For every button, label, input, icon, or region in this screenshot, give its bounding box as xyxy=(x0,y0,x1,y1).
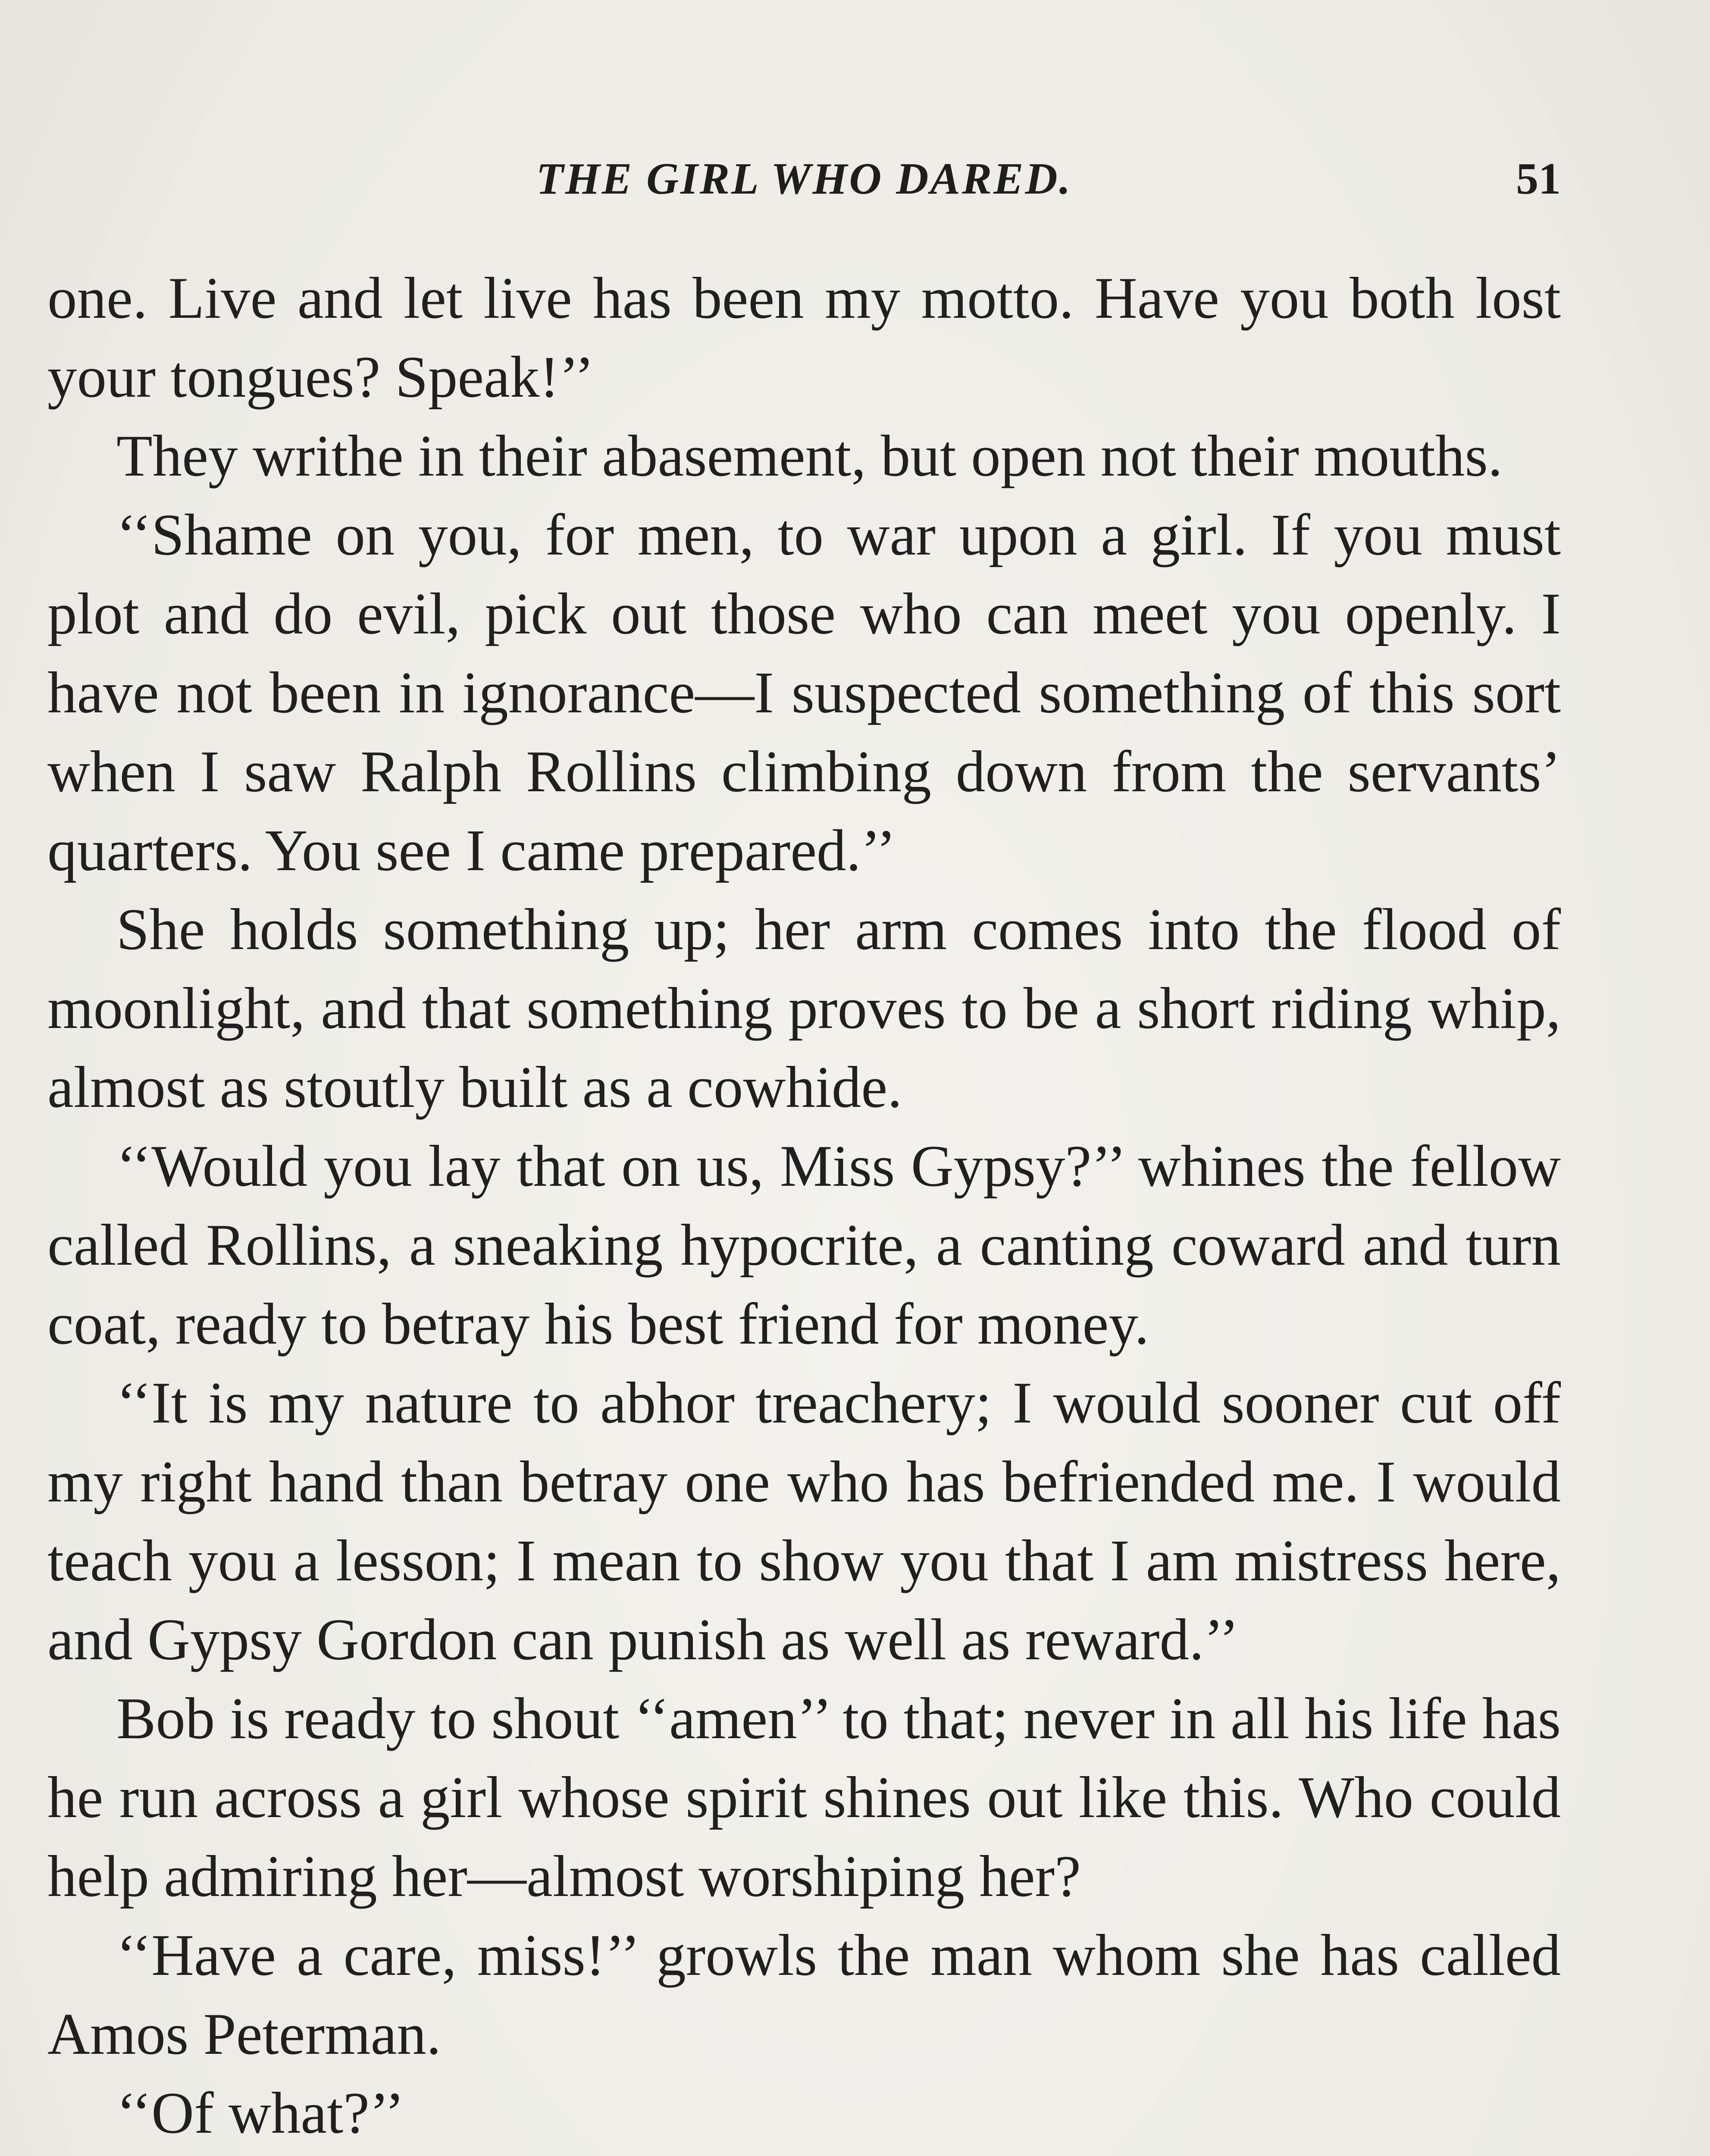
running-title: THE GIRL WHO DARED. xyxy=(536,154,1072,204)
page-header xyxy=(47,147,1561,211)
paragraph: Bob is ready to shout ‘‘amen’’ to that; never in all his life has he run across a girl whose spirit shines out like this. Who could help admiring her—almost worshiping her? xyxy=(47,1686,1561,1909)
body-text xyxy=(47,259,1561,2156)
paragraph: one. Live and let live has been my motto. Have you both lost your tongues? Speak!’’ xyxy=(47,265,1561,410)
paragraph: ‘‘Would you lay that on us, Miss Gypsy?’’ whines the fellow called Rollins, a sneaking hypocrite, a canting coward and turn coat, ready to betray his best friend for money. xyxy=(47,1133,1561,1357)
paragraph: ‘‘It is my nature to abhor treachery; I would sooner cut off my right hand than betray one who has befriended me. I would teach you a lesson; I mean to show you that I am mistress here, and Gypsy Gordon can punish as well as reward.’’ xyxy=(47,1370,1561,1672)
paragraph: She holds something up; her arm comes into the flood of moonlight, and that something proves to be a short riding whip, almost as stoutly built as a cowhide. xyxy=(47,896,1561,1120)
paragraph: ‘‘Of what?’’ xyxy=(116,2080,405,2146)
paragraph xyxy=(47,2153,1561,2156)
paragraph: They writhe in their abasement, but open not their mouths. xyxy=(116,423,1503,489)
paragraph: ‘‘Have a care, miss!’’ growls the man whom she has called Amos Peterman. xyxy=(47,1922,1561,2067)
paragraph: ‘‘Shame on you, for men, to war upon a girl. If you must plot and do evil, pick out those who can meet you openly. I have not been in ignorance—I suspected something of this sort when I saw Ralph Rollins climbing down from the servants’ quarters. You see I came prepared.’’ xyxy=(47,502,1561,883)
page-number: 51 xyxy=(1516,154,1561,204)
